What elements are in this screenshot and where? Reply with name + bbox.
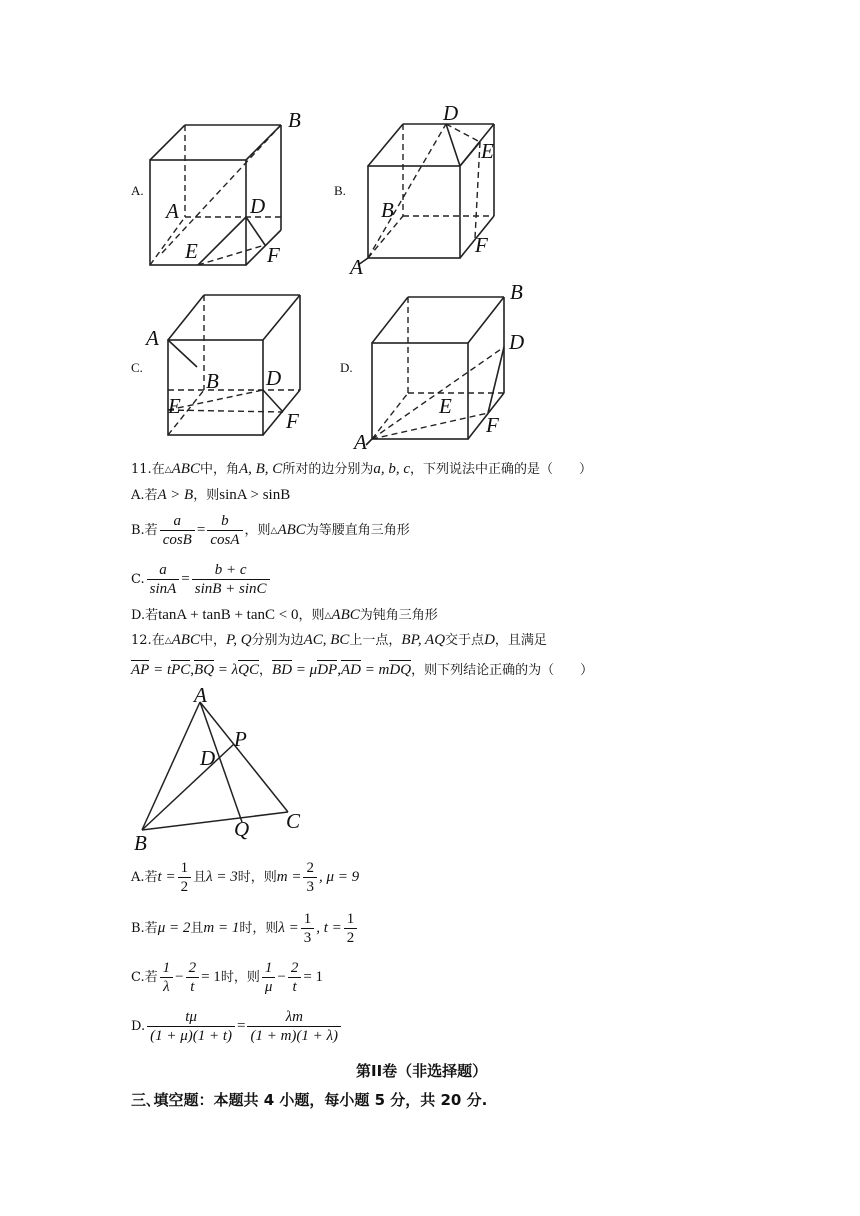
point-f-label: F: [475, 233, 488, 257]
q11-stem: 11.在△ABC中，角A, B, C所对的边分别为a, b, c，下列说法中正确的是（ ）: [131, 461, 593, 477]
tri-point-q: Q: [234, 817, 250, 841]
option-b-label: B.: [334, 183, 346, 198]
point-b-label: B: [288, 108, 301, 132]
tri-point-p: P: [234, 727, 247, 751]
point-d-label: D: [266, 366, 282, 390]
option-d-label: D.: [340, 360, 353, 375]
point-e-label: E: [168, 394, 181, 418]
point-a-label: A: [354, 430, 367, 454]
point-d-label: D: [509, 330, 525, 354]
tri-point-d: D: [200, 746, 216, 770]
point-e-label: E: [185, 239, 198, 263]
q11-option-d: D.若tanA + tanB + tanC < 0，则△ABC为钝角三角形: [131, 607, 438, 623]
point-a-label: A: [350, 255, 363, 279]
tri-point-b: B: [134, 831, 147, 855]
part-three-heading: 三､填空题：本题共 4 小题，每小题 5 分，共 20 分.: [131, 1091, 488, 1109]
section-ii-title: 第II卷（非选择题）: [356, 1062, 488, 1080]
point-f-label: F: [286, 409, 299, 433]
option-a-label: A.: [131, 183, 144, 198]
cube-figure-b: [348, 100, 528, 279]
q12-option-a: A.若t = $\frac{1}{2}$ 且λ = 3时，则m = $\frac{2}{3}$ , μ = 9: [131, 860, 360, 895]
point-a-label: A: [166, 199, 179, 223]
q12-vectors: AP = tPC,BQ = λQC，BD = μDP,AD = mDQ，则下列结论正确的为（ ）: [131, 662, 594, 678]
point-b-label: B: [206, 369, 219, 393]
cube-figure-c: [140, 285, 320, 449]
point-b-label: B: [381, 198, 394, 222]
point-d-label: D: [250, 194, 266, 218]
q12-stem: 12.在△ABC中，P, Q分别为边AC, BC上一点，BP, AQ交于点D，且满足: [131, 632, 547, 648]
point-b-label: B: [510, 280, 523, 304]
point-e-label: E: [439, 394, 452, 418]
point-a-label: A: [146, 326, 159, 350]
q12-option-d: D. $\frac{t\mu}{(1 + \mu)(1 + t)}$ = $\frac{\lambda m}{(1 + m)(1 + \lambda)}$: [131, 1004, 343, 1049]
point-d-label: D: [443, 101, 459, 125]
option-c-label: C.: [131, 360, 143, 375]
q11-option-a: A.若A > B，则sinA > sinB: [131, 487, 291, 503]
point-f-label: F: [267, 243, 280, 267]
q11-option-c: C. $\frac{a}{\sin A}$ = $\frac{b + c}{\sin B + \sin C}$: [131, 557, 272, 602]
point-f-label: F: [486, 413, 499, 437]
tri-point-a: A: [194, 683, 207, 707]
point-e-label: E: [481, 139, 494, 163]
triangle-figure: [130, 683, 310, 857]
q12-option-c: C.若 $\frac{1}{\lambda}$ − $\frac{2}{t}$ = 1时，则 $\frac{1}{\mu}$ − $\frac{2}{t}$ = 1: [131, 960, 324, 995]
q11-option-b: B.若 $\frac{a}{\cos B}$ = $\frac{b}{\cos A}$ ，则△ABC为等腰直角三角形: [131, 513, 410, 548]
cube-figure-d: [352, 280, 537, 459]
q12-option-b: B.若μ = 2且m = 1时，则λ = $\frac{1}{3}$ , t = $\frac{1}{2}$: [131, 906, 359, 951]
tri-point-c: C: [286, 809, 301, 833]
cube-figure-a: [140, 105, 320, 279]
